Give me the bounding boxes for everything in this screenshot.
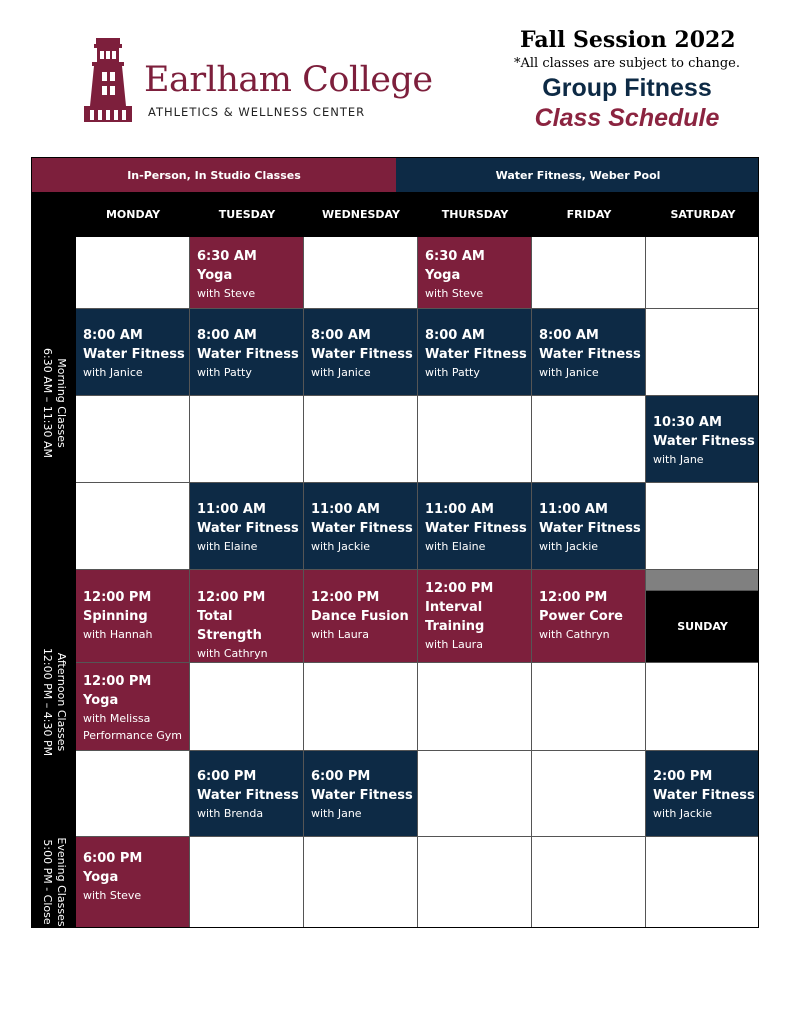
class-time: 10:30 AM <box>653 415 722 430</box>
class-name: Water Fitness <box>425 521 527 536</box>
class-cell-yoga-thu-0630 <box>418 237 532 309</box>
tower-logo-icon <box>82 36 134 122</box>
class-name: Water Fitness <box>653 788 755 803</box>
class-instructor: with Jackie <box>311 540 371 553</box>
schedule-cell-empty <box>532 751 646 837</box>
class-time: 12:00 PM <box>425 581 494 596</box>
class-instructor: with Laura <box>425 638 483 651</box>
class-instructor: with Hannah <box>83 628 153 641</box>
class-cell-water-fitness-wed-0800 <box>304 309 418 396</box>
gray-divider <box>646 570 759 591</box>
class-name: Water Fitness <box>539 521 641 536</box>
class-time: 11:00 AM <box>311 502 380 517</box>
class-time: 11:00 AM <box>539 502 608 517</box>
schedule-cell-empty <box>304 396 418 483</box>
schedule-title: Class Schedule <box>534 104 720 132</box>
class-cell-water-fitness-thu-0800 <box>418 309 532 396</box>
class-cell-water-fitness-tue-1800 <box>190 751 304 837</box>
sunday-label: SUNDAY <box>677 620 728 633</box>
class-name: Water Fitness <box>83 347 185 362</box>
class-instructor: with Jane <box>311 807 362 820</box>
schedule-cell-empty <box>418 396 532 483</box>
class-cell-water-fitness-wed-1100 <box>304 483 418 570</box>
class-name: Total Strength <box>197 609 262 643</box>
class-cell-water-fitness-fri-0800 <box>532 309 646 396</box>
schedule-cell-empty <box>532 396 646 483</box>
period-morning <box>32 237 76 569</box>
period-morning-hours: 6:30 AM – 11:30 AM <box>41 348 54 458</box>
period-evening-hours: 5:00 PM - Close <box>41 839 54 925</box>
day-header-saturday: SATURDAY <box>670 208 736 221</box>
class-time: 12:00 PM <box>197 590 266 605</box>
schedule-cell-empty <box>532 837 646 928</box>
class-cell-dance-fusion-wed-1200 <box>304 570 418 663</box>
class-name: Water Fitness <box>311 521 413 536</box>
college-name: Earlham College <box>144 60 433 100</box>
day-header-row <box>32 192 759 237</box>
class-cell-yoga-mon-1800 <box>76 837 190 928</box>
class-location: Performance Gym <box>83 729 182 742</box>
class-name: Dance Fusion <box>311 609 409 624</box>
class-cell-water-fitness-wed-1800 <box>304 751 418 837</box>
class-name: Water Fitness <box>311 788 413 803</box>
schedule-cell-empty <box>646 837 759 928</box>
program-title: Group Fitness <box>542 74 712 102</box>
class-instructor: with Laura <box>311 628 369 641</box>
schedule-cell-empty <box>532 663 646 751</box>
schedule-cell-empty <box>646 663 759 751</box>
period-afternoon <box>32 569 76 835</box>
class-cell-water-fitness-sat-1030 <box>646 396 759 483</box>
class-time: 11:00 AM <box>197 502 266 517</box>
period-evening-name: Evening Classes <box>55 837 68 927</box>
day-header-friday: FRIDAY <box>566 208 612 221</box>
class-cell-interval-training-thu-1200 <box>418 570 532 663</box>
class-name: Yoga <box>197 268 233 283</box>
schedule-cell-empty <box>76 396 190 483</box>
class-time: 8:00 AM <box>425 328 485 343</box>
class-instructor: with Jackie <box>653 807 713 820</box>
schedule-cell-empty <box>418 751 532 837</box>
class-time: 6:00 PM <box>197 769 257 784</box>
class-cell-yoga-tue-0630 <box>190 237 304 309</box>
class-time: 6:30 AM <box>197 249 257 264</box>
schedule-cell-empty <box>646 483 759 570</box>
class-cell-water-fitness-tue-1100 <box>190 483 304 570</box>
schedule-cell-empty <box>532 237 646 309</box>
class-instructor: with Elaine <box>425 540 486 553</box>
college-subtitle: ATHLETICS & WELLNESS CENTER <box>148 105 366 119</box>
class-name: Interval Training <box>425 600 485 634</box>
class-instructor: with Janice <box>83 366 143 379</box>
schedule-cell-empty <box>190 396 304 483</box>
class-name: Water Fitness <box>311 347 413 362</box>
class-instructor: with Cathryn <box>539 628 610 641</box>
schedule-cell-empty <box>304 663 418 751</box>
class-name: Yoga <box>425 268 461 283</box>
class-instructor: with Steve <box>83 889 142 902</box>
class-time: 6:00 PM <box>311 769 371 784</box>
legend-water-fitness: Water Fitness, Weber Pool <box>396 158 759 192</box>
schedule-table <box>31 157 759 928</box>
class-time: 8:00 AM <box>83 328 143 343</box>
class-cell-total-strength-tue-1200 <box>190 570 304 663</box>
class-instructor: with Jane <box>653 453 704 466</box>
class-cell-power-core-fri-1200 <box>532 570 646 663</box>
schedule-cell-empty <box>304 837 418 928</box>
schedule-cell-empty <box>304 237 418 309</box>
schedule-cell-empty <box>76 237 190 309</box>
class-instructor: with Melissa <box>83 712 151 725</box>
class-cell-spinning-mon-1200 <box>76 570 190 663</box>
class-cell-water-fitness-tue-0800 <box>190 309 304 396</box>
schedule-cell-empty <box>646 237 759 309</box>
class-cell-water-fitness-thu-1100 <box>418 483 532 570</box>
period-evening <box>32 835 76 928</box>
class-instructor: with Brenda <box>197 807 264 820</box>
class-instructor: with Steve <box>425 287 484 300</box>
class-cell-water-fitness-fri-1100 <box>532 483 646 570</box>
class-instructor: with Patty <box>197 366 252 379</box>
schedule-cell-empty <box>190 837 304 928</box>
session-note: *All classes are subject to change. <box>514 56 740 71</box>
class-time: 8:00 AM <box>311 328 371 343</box>
day-header-sunday <box>646 591 759 663</box>
class-time: 6:30 AM <box>425 249 485 264</box>
class-time: 12:00 PM <box>83 590 152 605</box>
period-afternoon-name: Afternoon Classes <box>55 652 68 752</box>
class-time: 8:00 AM <box>197 328 257 343</box>
class-name: Water Fitness <box>653 434 755 449</box>
class-name: Water Fitness <box>197 347 299 362</box>
period-sidebar <box>32 237 76 928</box>
legend-in-person: In-Person, In Studio Classes <box>32 158 396 192</box>
schedule-cell-empty <box>418 837 532 928</box>
schedule-cell-empty <box>646 309 759 396</box>
class-instructor: with Elaine <box>197 540 258 553</box>
day-header-wednesday: WEDNESDAY <box>322 208 400 221</box>
schedule-cell-empty <box>418 663 532 751</box>
class-time: 11:00 AM <box>425 502 494 517</box>
class-time: 8:00 AM <box>539 328 599 343</box>
class-name: Power Core <box>539 609 623 624</box>
day-header-thursday: THURSDAY <box>441 208 509 221</box>
class-instructor: with Patty <box>425 366 480 379</box>
period-afternoon-hours: 12:00 PM – 4:30 PM <box>41 647 54 757</box>
class-instructor: with Jackie <box>539 540 599 553</box>
class-name: Water Fitness <box>539 347 641 362</box>
schedule-cell-empty <box>190 663 304 751</box>
class-time: 12:00 PM <box>83 674 152 689</box>
schedule-cell-empty <box>76 483 190 570</box>
class-instructor: with Janice <box>539 366 599 379</box>
class-time: 12:00 PM <box>539 590 608 605</box>
class-name: Spinning <box>83 609 148 624</box>
session-title: Fall Session 2022 <box>520 27 736 53</box>
class-name: Water Fitness <box>197 521 299 536</box>
class-time: 12:00 PM <box>311 590 380 605</box>
schedule-cell-empty <box>76 751 190 837</box>
class-instructor: with Cathryn <box>197 647 268 660</box>
day-header-tuesday: TUESDAY <box>218 208 276 221</box>
class-cell-water-fitness-mon-0800 <box>76 309 190 396</box>
class-instructor: with Steve <box>197 287 256 300</box>
class-name: Yoga <box>83 693 119 708</box>
class-name: Water Fitness <box>425 347 527 362</box>
day-header-monday: MONDAY <box>105 208 161 221</box>
class-name: Water Fitness <box>197 788 299 803</box>
class-time: 2:00 PM <box>653 769 713 784</box>
class-cell-water-fitness-sun-1400 <box>646 751 759 837</box>
period-morning-name: Morning Classes <box>55 358 68 448</box>
earlham-logo <box>82 36 432 122</box>
class-time: 6:00 PM <box>83 851 143 866</box>
class-name: Yoga <box>83 870 119 885</box>
class-instructor: with Janice <box>311 366 371 379</box>
class-cell-yoga-mon-1200 <box>76 663 190 751</box>
